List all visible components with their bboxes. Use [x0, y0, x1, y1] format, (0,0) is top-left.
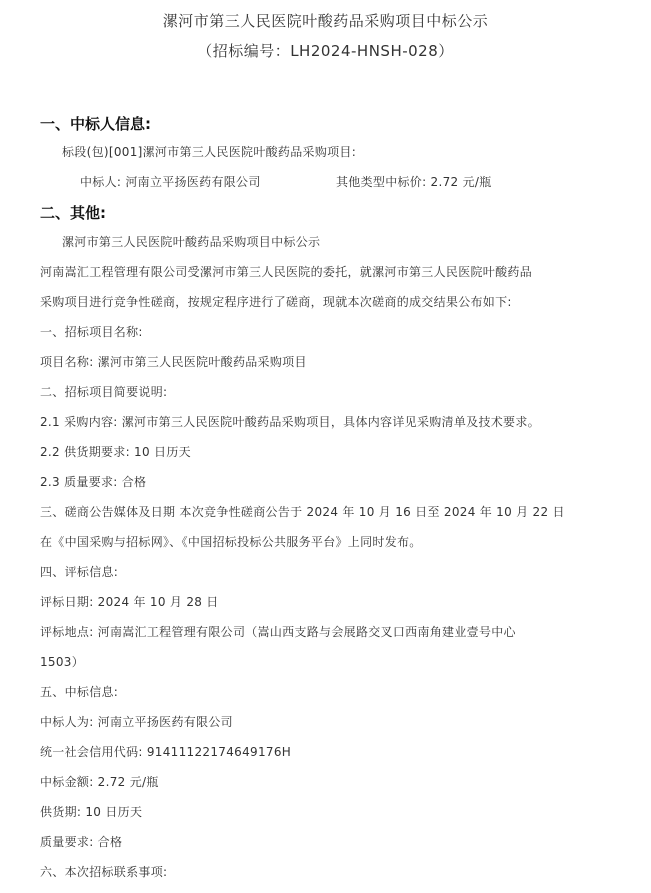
- section-2-heading: 二、招标项目简要说明:: [40, 385, 168, 399]
- evaluation-place-line-1: 评标地点: 河南嵩汇工程管理有限公司（嵩山西支路与会展路交叉口西南角建业壹号中心: [40, 625, 516, 639]
- section-5-heading: 五、中标信息:: [40, 685, 119, 699]
- credit-code: 统一社会信用代码: 91411122174649176H: [40, 745, 292, 759]
- winner-price: 其他类型中标价: 2.72 元/瓶: [336, 175, 492, 189]
- announcement-line-1: 三、磋商公告媒体及日期 本次竞争性磋商公告于 2024 年 10 月 16 日至 2024 年 10 月 22 日: [40, 505, 565, 519]
- section-4-heading: 四、评标信息:: [40, 565, 119, 579]
- evaluation-date: 评标日期: 2024 年 10 月 28 日: [40, 595, 219, 609]
- procurement-content: 2.1 采购内容: 漯河市第三人民医院叶酸药品采购项目，具体内容详见采购清单及技术要求。: [40, 415, 540, 429]
- winning-amount: 中标金额: 2.72 元/瓶: [40, 775, 159, 789]
- announcement-line-2: 在《中国采购与招标网》、《中国招标投标公共服务平台》上同时发布。: [40, 535, 422, 549]
- evaluation-place-line-2: 1503）: [40, 655, 85, 669]
- winner-name: 中标人: 河南立平扬医药有限公司: [80, 175, 261, 189]
- project-name: 项目名称: 漯河市第三人民医院叶酸药品采购项目: [40, 355, 307, 369]
- section-6-heading: 六、本次招标联系事项:: [40, 865, 168, 879]
- intro-line-1: 河南嵩汇工程管理有限公司受漯河市第三人民医院的委托，就漯河市第三人民医院叶酸药品: [40, 265, 533, 279]
- winner-section-heading: 一、中标人信息:: [40, 115, 151, 133]
- winning-bidder: 中标人为: 河南立平扬医药有限公司: [40, 715, 233, 729]
- supply-period: 供货期: 10 日历天: [40, 805, 143, 819]
- supply-period-requirement: 2.2 供货期要求: 10 日历天: [40, 445, 191, 459]
- quality: 质量要求: 合格: [40, 835, 123, 849]
- quality-requirement: 2.3 质量要求: 合格: [40, 475, 147, 489]
- page-title: 漯河市第三人民医院叶酸药品采购项目中标公示: [162, 12, 489, 30]
- other-section-heading: 二、其他:: [40, 204, 106, 222]
- lot-line: 标段(包)[001]漯河市第三人民医院叶酸药品采购项目:: [62, 145, 357, 159]
- tender-number: （招标编号：LH2024-HNSH-028）: [197, 42, 454, 60]
- intro-line-2: 采购项目进行竞争性磋商，按规定程序进行了磋商，现就本次磋商的成交结果公布如下:: [40, 295, 512, 309]
- notice-title: 漯河市第三人民医院叶酸药品采购项目中标公示: [62, 235, 321, 249]
- section-1-heading: 一、招标项目名称:: [40, 325, 143, 339]
